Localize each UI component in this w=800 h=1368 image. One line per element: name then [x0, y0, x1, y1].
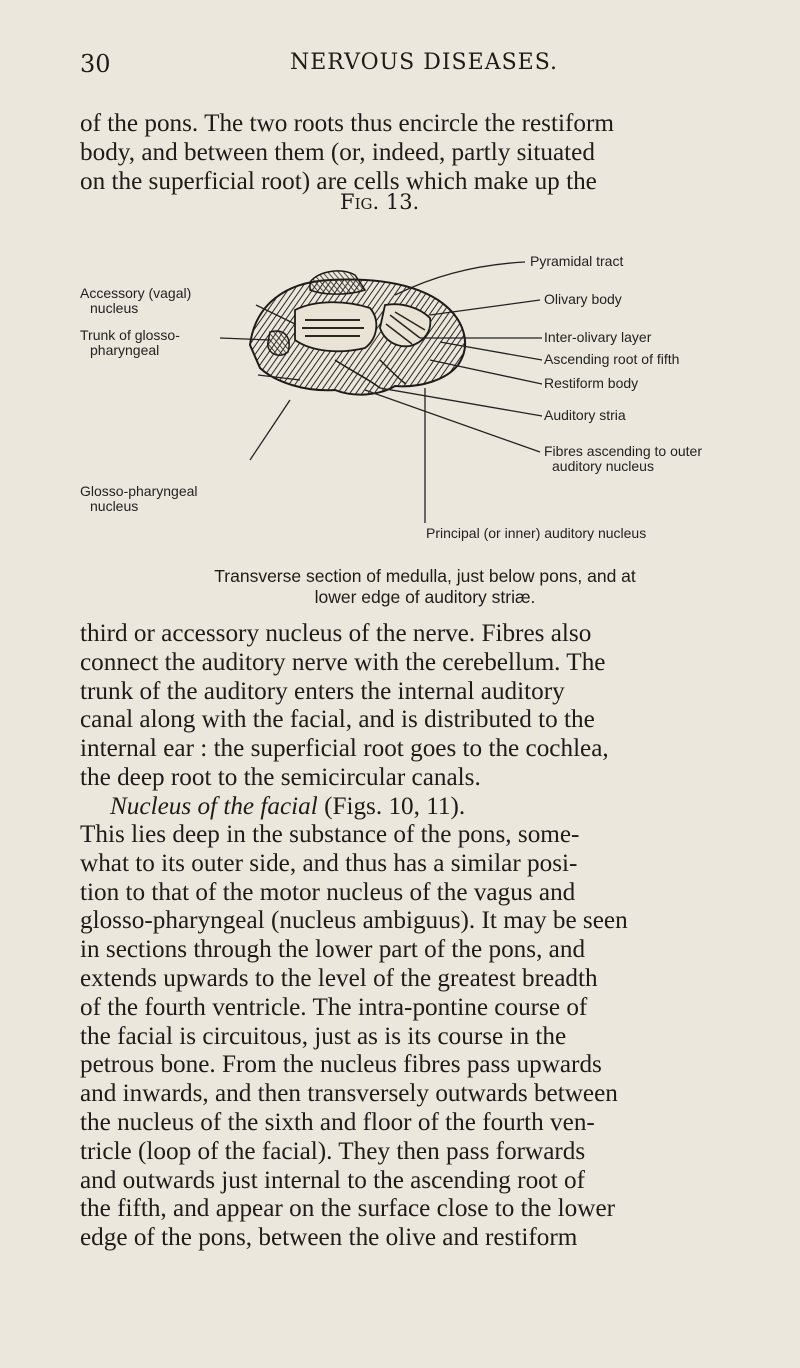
text-line: of the fourth ventricle. The intra-pontine course of — [80, 993, 588, 1021]
label-glossopharyngeal-nucleus — [80, 484, 198, 514]
text-line: the deep root to the semicircular canals. — [80, 763, 481, 791]
page-header — [80, 50, 740, 90]
label-accessory-nucleus — [80, 286, 191, 316]
label-auditory-stria: Auditory stria — [544, 407, 626, 423]
text-line: trunk of the auditory enters the internal auditory — [80, 677, 565, 705]
text-line: connect the auditory nerve with the cerebellum. The — [80, 648, 606, 676]
section-heading-ref: (Figs. 10, 11). — [324, 792, 466, 820]
figure-13 — [80, 220, 780, 560]
text-line: This lies deep in the substance of the pons, some- — [80, 821, 580, 848]
label-olivary-body: Olivary body — [544, 291, 622, 307]
section-heading: Nucleus of the facial — [110, 792, 318, 820]
text-line: the fifth, and appear on the surface close to the lower — [80, 1195, 616, 1223]
text-line: petrous bone. From the nucleus fibres pass upwards — [80, 1051, 602, 1079]
label-ascending-root-fifth: Ascending root of fifth — [544, 351, 680, 367]
figure-caption — [80, 566, 770, 608]
label-principal-auditory-nucleus: Principal (or inner) auditory nucleus — [426, 525, 647, 541]
body-paragraph — [80, 620, 770, 822]
label-restiform-body: Restiform body — [544, 375, 639, 391]
text-line: what to its outer side, and thus has a similar posi- — [80, 849, 578, 877]
text-line: and inwards, and then transversely outwards between — [80, 1080, 618, 1108]
text-line: of the pons. The two roots thus encircle the restiform — [80, 110, 614, 137]
label-line: Fibres ascending to outer — [544, 443, 702, 459]
text-line: canal along with the facial, and is distributed to the — [80, 706, 595, 734]
running-title: NERVOUS DISEASES. — [290, 50, 558, 75]
label-line: Trunk of glosso- — [80, 327, 180, 343]
label-trunk-glossopharyngeal — [80, 328, 180, 358]
intro-paragraph — [80, 110, 770, 196]
label-line: Accessory (vagal) — [80, 285, 192, 301]
label-line: nucleus — [90, 300, 139, 316]
text-line: the nucleus of the sixth and floor of the fourth ven- — [80, 1108, 595, 1136]
text-line: tricle (loop of the facial). They then pass forwards — [80, 1137, 586, 1165]
medulla-drawing — [250, 271, 465, 395]
section-heading-line — [80, 793, 770, 822]
caption-line: Transverse section of medulla, just below pons, and at — [214, 566, 636, 586]
figure-title: Fig. 13. — [340, 190, 420, 214]
label-line: Glosso-pharyngeal — [80, 483, 198, 499]
text-line: third or accessory nucleus of the nerve. Fibres also — [80, 620, 592, 647]
text-line: on the superficial root) are cells which make up the — [80, 167, 597, 195]
text-line: the facial is circuitous, just as is its course in the — [80, 1022, 567, 1050]
text-line: and outwards just internal to the ascending root of — [80, 1166, 586, 1194]
label-fibres-outer-auditory — [544, 444, 702, 474]
caption-line: lower edge of auditory striæ. — [314, 587, 536, 607]
label-line: pharyngeal — [90, 342, 160, 358]
text-line: in sections through the lower part of the pons, and — [80, 936, 586, 964]
text-line: internal ear : the superficial root goes to the cochlea, — [80, 735, 609, 763]
label-inter-olivary-layer: Inter-olivary layer — [544, 329, 652, 345]
text-line: body, and between them (or, indeed, partly situated — [80, 138, 595, 166]
label-line: nucleus — [90, 498, 139, 514]
label-line: auditory nucleus — [552, 458, 654, 474]
label-pyramidal-tract: Pyramidal tract — [530, 253, 624, 269]
page-number: 30 — [80, 50, 111, 78]
text-line: edge of the pons, between the olive and restiform — [80, 1224, 578, 1252]
text-line: extends upwards to the level of the greatest breadth — [80, 964, 598, 992]
section-paragraph — [80, 821, 770, 1253]
text-line: tion to that of the motor nucleus of the vagus and — [80, 878, 576, 906]
text-line: glosso-pharyngeal (nucleus ambiguus). It may be seen — [80, 907, 628, 935]
